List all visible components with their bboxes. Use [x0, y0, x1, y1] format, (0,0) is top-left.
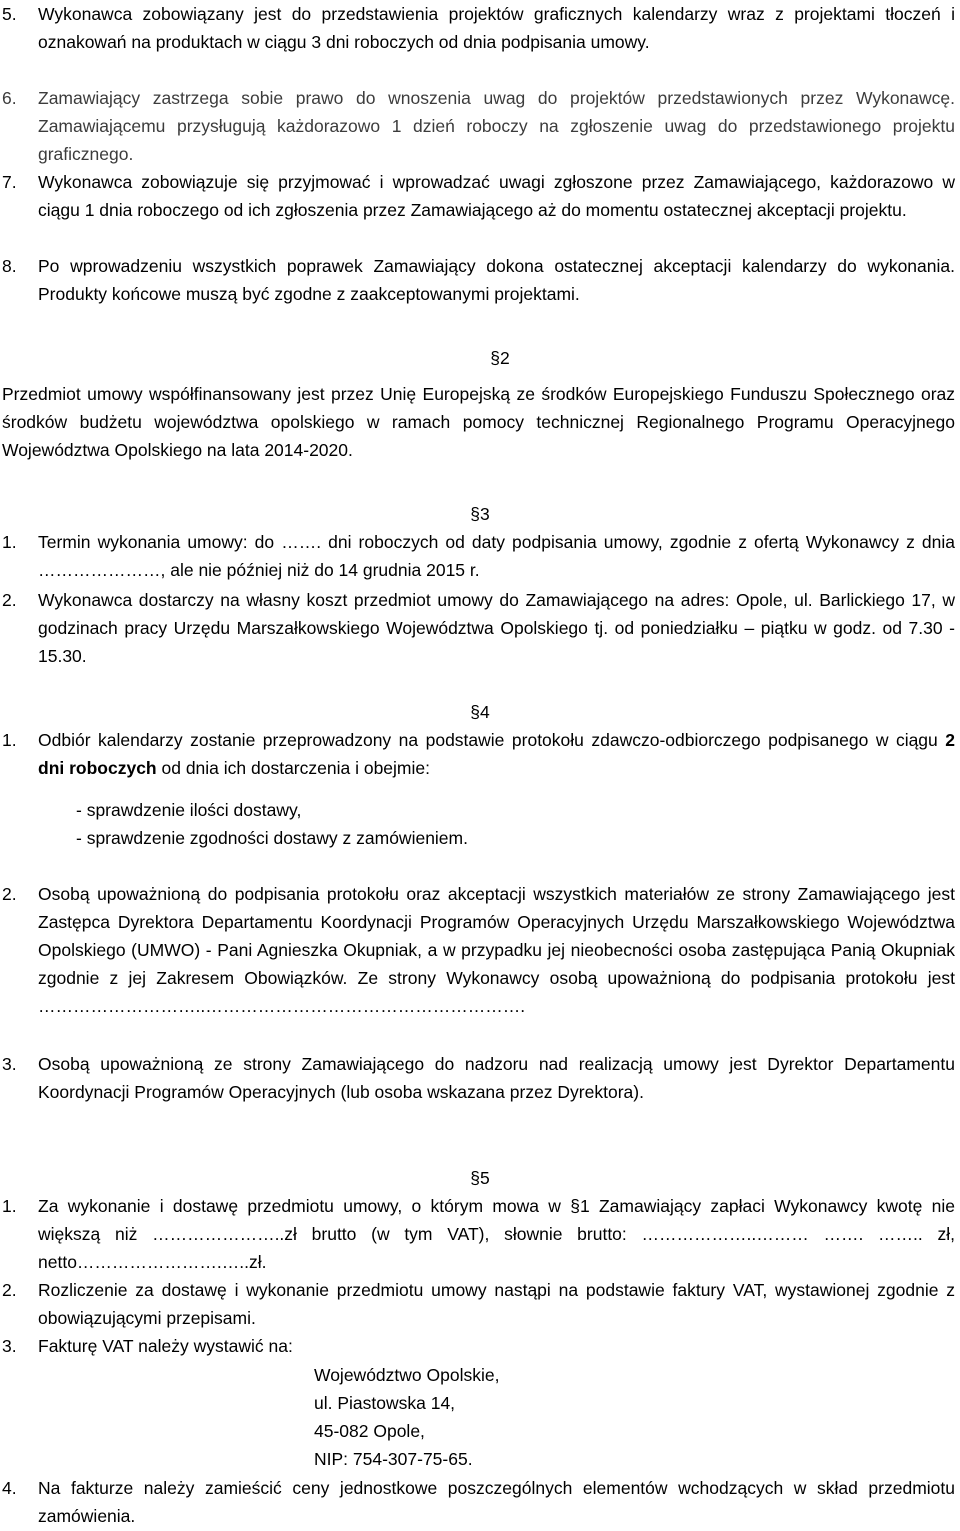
item-text: Wykonawca dostarczy na własny koszt przedmiot umowy do Zamawiającego na adres: Opole, ul. Barlickiego 17, w godzinach pracy Urzędu Marszałkowskiego Województwa Opolskiego tj. od poniedziałku – piątku w godz. od 7.30 - 15.30.	[38, 590, 955, 666]
item-text: Rozliczenie za dostawę i wykonanie przedmiotu umowy nastąpi na podstawie faktury VAT, wystawionej zgodnie z obowiązującymi przepisami.	[38, 1280, 955, 1328]
item-number: 2.	[2, 1280, 17, 1300]
list-item	[0, 1192, 955, 1276]
section-heading-5: §5	[470, 1168, 490, 1188]
item-number: 4.	[2, 1478, 17, 1498]
list-item	[0, 252, 955, 308]
list-item	[0, 528, 955, 584]
item-number: 5.	[2, 4, 17, 24]
item-text: Termin wykonania umowy: do ……. dni roboczych od daty podpisania umowy, zgodnie z ofertą Wykonawcy z dnia …………………, ale nie później niż do 14 grudnia 2015 r.	[38, 532, 955, 580]
item-number: 8.	[2, 256, 17, 276]
item-text: Za wykonanie i dostawę przedmiotu umowy, o którym mowa w §1 Zamawiający zapłaci Wykonawcy kwotę nie większą niż …………………..zł brutto (w tym VAT), słownie brutto: ………………..……… ……. …….. zł, netto…………………….…..zł.	[38, 1196, 955, 1272]
list-item	[0, 0, 955, 56]
item-number: 1.	[2, 532, 17, 552]
list-item	[0, 726, 955, 782]
section-2-text: Przedmiot umowy współfinansowany jest przez Unię Europejską ze środków Europejskiego Funduszu Społecznego oraz środków budżetu województwa opolskiego w ramach pomocy technicznej Regionalnego Programu Operacyjnego Województwa Opolskiego na lata 2014-2020.	[2, 384, 955, 460]
address-line: NIP: 754-307-75-65.	[314, 1449, 473, 1469]
list-item	[0, 1276, 955, 1332]
item-text: Osobą upoważnioną ze strony Zamawiającego do nadzoru nad realizacją umowy jest Dyrektor Departamentu Koordynacji Programów Operacyjnych (lub osoba wskazana przez Dyrektora).	[38, 1054, 955, 1102]
sub-item: - sprawdzenie ilości dostawy,	[76, 800, 302, 820]
item-text-part: od dnia ich dostarczenia i obejmie:	[156, 758, 430, 778]
item-text: Wykonawca zobowiązuje się przyjmować i wprowadzać uwagi zgłoszone przez Zamawiającego, każdorazowo w ciągu 1 dnia roboczego od ich zgłoszenia przez Zamawiającego aż do momentu ostatecznej akceptacji projektu.	[38, 172, 955, 220]
list-item	[0, 168, 955, 224]
section-heading-2: §2	[490, 348, 510, 368]
address-line: ul. Piastowska 14,	[314, 1393, 456, 1413]
item-number: 1.	[2, 1196, 17, 1216]
item-text: Na fakturze należy zamieścić ceny jednostkowe poszczególnych elementów wchodzących w skład przedmiotu zamówienia.	[38, 1478, 955, 1526]
list-item	[0, 586, 955, 670]
item-text: Zamawiający zastrzega sobie prawo do wnoszenia uwag do projektów przedstawionych przez Wykonawcę. Zamawiającemu przysługują każdorazowo 1 dzień roboczy na zgłoszenie uwag do przedstawionego projektu graficznego.	[38, 88, 955, 164]
list-item	[0, 1050, 955, 1106]
item-number: 7.	[2, 172, 17, 192]
item-number: 1.	[2, 730, 17, 750]
item-text: Wykonawca zobowiązany jest do przedstawienia projektów graficznych kalendarzy wraz z projektami tłoczeń i oznakowań na produktach w ciągu 3 dni roboczych od dnia podpisania umowy.	[38, 4, 955, 52]
item-text: Fakturę VAT należy wystawić na:	[38, 1336, 293, 1356]
item-text	[38, 726, 955, 782]
list-item	[0, 1474, 955, 1530]
item-text-part: Odbiór kalendarzy zostanie przeprowadzony na podstawie protokołu zdawczo-odbiorczego podpisanego w ciągu	[38, 730, 946, 750]
list-item	[0, 84, 955, 168]
section-heading-4: §4	[470, 702, 490, 722]
item-text: Osobą upoważnioną do podpisania protokołu oraz akceptacji wszystkich materiałów ze strony Zamawiającego jest Zastępca Dyrektora Departamentu Koordynacji Programów Operacyjnych Urzędu Marszałkowskiego Województwa Opolskiego (UMWO) - Pani Agnieszka Okupniak, a w przypadku jej nieobecności osoba zastępująca Panią Okupniak zgodnie z jej Zakresem Obowiązków. Ze strony Wykonawcy osobą upoważnioną do podpisania protokołu jest ………………………..……………………………………………….	[38, 884, 955, 1016]
item-number: 3.	[2, 1336, 17, 1356]
address-line: 45-082 Opole,	[314, 1421, 425, 1441]
item-text: Po wprowadzeniu wszystkich poprawek Zamawiający dokona ostatecznej akceptacji kalendarzy do wykonania. Produkty końcowe muszą być zgodne z zaakceptowanymi projektami.	[38, 256, 955, 304]
item-number: 6.	[2, 88, 17, 108]
item-number: 2.	[2, 884, 17, 904]
address-line: Województwo Opolskie,	[314, 1365, 500, 1385]
item-text-bold: 2 dni roboczych	[38, 730, 955, 778]
list-item	[0, 1332, 955, 1360]
list-item	[0, 880, 955, 1020]
item-number: 3.	[2, 1054, 17, 1074]
sub-item: - sprawdzenie zgodności dostawy z zamówieniem.	[76, 828, 468, 848]
section-heading-3: §3	[470, 504, 490, 524]
item-number: 2.	[2, 590, 17, 610]
